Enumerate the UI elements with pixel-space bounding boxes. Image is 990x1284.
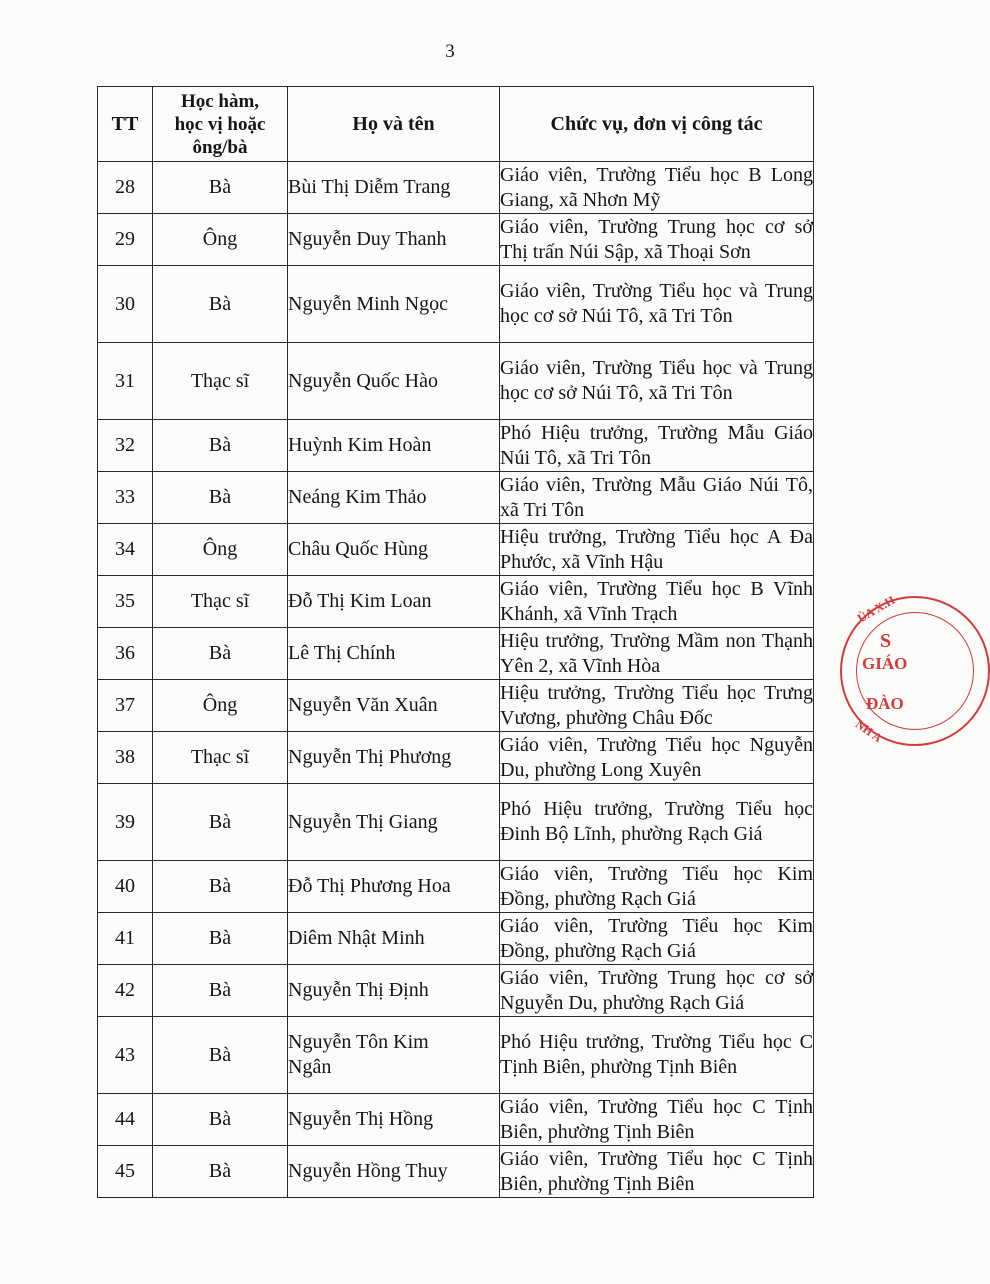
row-position-unit: Giáo viên, Trường Tiểu học và Trung học cơ sở Núi Tô, xã Tri Tôn bbox=[500, 266, 814, 343]
row-number: 37 bbox=[98, 680, 153, 732]
row-title: Bà bbox=[153, 266, 288, 343]
row-position-unit: Giáo viên, Trường Trung học cơ sở Thị trấn Núi Sập, xã Thoại Sơn bbox=[500, 214, 814, 266]
row-name-line: Ngân bbox=[288, 1056, 332, 1078]
seal-line-3: ĐÀO bbox=[866, 694, 904, 713]
row-name bbox=[288, 343, 500, 420]
row-name bbox=[288, 1094, 500, 1146]
row-title: Bà bbox=[153, 420, 288, 472]
row-name-line: Neáng Kim Thảo bbox=[288, 486, 427, 508]
row-position-unit: Giáo viên, Trường Tiểu học B Vĩnh Khánh, xã Vĩnh Trạch bbox=[500, 576, 814, 628]
row-number: 39 bbox=[98, 784, 153, 861]
row-name bbox=[288, 524, 500, 576]
row-number: 34 bbox=[98, 524, 153, 576]
row-name bbox=[288, 266, 500, 343]
seal-arc-top: ỦA X.H bbox=[854, 592, 898, 626]
row-name bbox=[288, 420, 500, 472]
row-name-line: Nguyễn Thị Định bbox=[288, 979, 429, 1001]
row-name bbox=[288, 965, 500, 1017]
row-position-unit: Giáo viên, Trường Tiểu học Nguyễn Du, phường Long Xuyên bbox=[500, 732, 814, 784]
row-name bbox=[288, 214, 500, 266]
row-title: Thạc sĩ bbox=[153, 576, 288, 628]
row-title: Bà bbox=[153, 472, 288, 524]
table-row bbox=[98, 162, 814, 214]
header-tt: TT bbox=[98, 87, 153, 162]
row-title: Ông bbox=[153, 214, 288, 266]
row-number: 33 bbox=[98, 472, 153, 524]
seal-line-2: GIÁO bbox=[862, 654, 908, 673]
row-name bbox=[288, 576, 500, 628]
table-row bbox=[98, 343, 814, 420]
row-name-line: Huỳnh Kim Hoàn bbox=[288, 434, 432, 456]
row-name-line: Nguyễn Tôn Kim bbox=[288, 1031, 429, 1053]
row-position-unit: Hiệu trưởng, Trường Tiểu học Trưng Vương, phường Châu Đốc bbox=[500, 680, 814, 732]
row-title: Bà bbox=[153, 913, 288, 965]
row-name bbox=[288, 680, 500, 732]
header-name: Họ và tên bbox=[288, 87, 500, 162]
table-row bbox=[98, 1146, 814, 1198]
row-title: Bà bbox=[153, 1094, 288, 1146]
row-position-unit: Giáo viên, Trường Tiểu học Kim Đồng, phường Rạch Giá bbox=[500, 913, 814, 965]
row-position-unit: Hiệu trưởng, Trường Tiểu học A Đa Phước, xã Vĩnh Hậu bbox=[500, 524, 814, 576]
row-position-unit: Giáo viên, Trường Mẫu Giáo Núi Tô, xã Tri Tôn bbox=[500, 472, 814, 524]
header-unit: Chức vụ, đơn vị công tác bbox=[500, 87, 814, 162]
roster-body bbox=[98, 162, 814, 1198]
row-name-line: Nguyễn Quốc Hào bbox=[288, 369, 438, 392]
table-row bbox=[98, 420, 814, 472]
row-name bbox=[288, 1017, 500, 1094]
row-position-unit: Giáo viên, Trường Tiểu học B Long Giang, xã Nhơn Mỹ bbox=[500, 162, 814, 214]
row-title: Bà bbox=[153, 965, 288, 1017]
official-seal bbox=[840, 592, 990, 746]
page-number: 3 bbox=[445, 41, 455, 62]
table-row bbox=[98, 680, 814, 732]
row-title: Bà bbox=[153, 162, 288, 214]
row-name-line: Nguyễn Duy Thanh bbox=[288, 228, 447, 250]
row-name-line: Nguyễn Thị Hồng bbox=[288, 1108, 434, 1130]
row-name-line: Châu Quốc Hùng bbox=[288, 538, 428, 560]
row-position-unit: Hiệu trưởng, Trường Mầm non Thạnh Yên 2, xã Vĩnh Hòa bbox=[500, 628, 814, 680]
row-number: 38 bbox=[98, 732, 153, 784]
row-name-line: Bùi Thị Diễm Trang bbox=[288, 176, 451, 198]
seal-arc-bottom: NH A bbox=[852, 717, 885, 746]
row-title: Thạc sĩ bbox=[153, 732, 288, 784]
row-title: Bà bbox=[153, 1146, 288, 1198]
table-row bbox=[98, 965, 814, 1017]
header-title-line-2: học vị hoặc bbox=[174, 113, 266, 135]
row-number: 36 bbox=[98, 628, 153, 680]
row-name bbox=[288, 472, 500, 524]
roster-table bbox=[97, 86, 814, 1198]
row-name bbox=[288, 732, 500, 784]
row-number: 41 bbox=[98, 913, 153, 965]
row-name-line: Nguyễn Thị Giang bbox=[288, 810, 438, 833]
row-title: Bà bbox=[153, 628, 288, 680]
row-position-unit: Phó Hiệu trưởng, Trường Mẫu Giáo Núi Tô, xã Tri Tôn bbox=[500, 420, 814, 472]
row-name-line: Nguyễn Minh Ngọc bbox=[288, 292, 448, 315]
row-number: 40 bbox=[98, 861, 153, 913]
row-position-unit: Giáo viên, Trường Tiểu học C Tịnh Biên, phường Tịnh Biên bbox=[500, 1094, 814, 1146]
row-number: 42 bbox=[98, 965, 153, 1017]
row-name-line: Đỗ Thị Phương Hoa bbox=[288, 875, 451, 897]
header-title bbox=[153, 87, 288, 162]
row-name-line: Nguyễn Văn Xuân bbox=[288, 694, 438, 716]
table-row bbox=[98, 913, 814, 965]
row-title: Ông bbox=[153, 524, 288, 576]
row-number: 43 bbox=[98, 1017, 153, 1094]
row-number: 29 bbox=[98, 214, 153, 266]
row-name-line: Đỗ Thị Kim Loan bbox=[288, 590, 432, 612]
row-position-unit: Giáo viên, Trường Tiểu học Kim Đồng, phường Rạch Giá bbox=[500, 861, 814, 913]
table-row bbox=[98, 628, 814, 680]
table-row bbox=[98, 266, 814, 343]
row-name bbox=[288, 162, 500, 214]
row-number: 31 bbox=[98, 343, 153, 420]
table-row bbox=[98, 524, 814, 576]
row-name bbox=[288, 1146, 500, 1198]
row-name bbox=[288, 628, 500, 680]
table-row bbox=[98, 214, 814, 266]
row-number: 30 bbox=[98, 266, 153, 343]
row-number: 45 bbox=[98, 1146, 153, 1198]
row-position-unit: Phó Hiệu trưởng, Trường Tiểu học Đinh Bộ Lĩnh, phường Rạch Giá bbox=[500, 784, 814, 861]
header-title-line-1: Học hàm, bbox=[180, 90, 260, 112]
table-row bbox=[98, 1017, 814, 1094]
row-number: 44 bbox=[98, 1094, 153, 1146]
row-name-line: Nguyễn Hồng Thuy bbox=[288, 1160, 448, 1182]
row-name bbox=[288, 784, 500, 861]
row-name-line: Lê Thị Chính bbox=[288, 642, 396, 664]
table-row bbox=[98, 784, 814, 861]
row-title: Bà bbox=[153, 784, 288, 861]
table-row bbox=[98, 861, 814, 913]
row-position-unit: Giáo viên, Trường Tiểu học và Trung học cơ sở Núi Tô, xã Tri Tôn bbox=[500, 343, 814, 420]
row-name-line: Nguyễn Thị Phương bbox=[288, 746, 452, 768]
row-title: Bà bbox=[153, 861, 288, 913]
row-name-line: Diêm Nhật Minh bbox=[288, 927, 425, 949]
row-title: Ông bbox=[153, 680, 288, 732]
table-header-row bbox=[98, 87, 814, 162]
row-position-unit: Phó Hiệu trưởng, Trường Tiểu học C Tịnh Biên, phường Tịnh Biên bbox=[500, 1017, 814, 1094]
row-title: Bà bbox=[153, 1017, 288, 1094]
table-row bbox=[98, 732, 814, 784]
row-name bbox=[288, 913, 500, 965]
table-row bbox=[98, 472, 814, 524]
row-number: 35 bbox=[98, 576, 153, 628]
seal-line-1: S bbox=[880, 630, 892, 652]
table-row bbox=[98, 576, 814, 628]
row-number: 32 bbox=[98, 420, 153, 472]
row-position-unit: Giáo viên, Trường Trung học cơ sở Nguyễn Du, phường Rạch Giá bbox=[500, 965, 814, 1017]
row-position-unit: Giáo viên, Trường Tiểu học C Tịnh Biên, phường Tịnh Biên bbox=[500, 1146, 814, 1198]
row-number: 28 bbox=[98, 162, 153, 214]
row-title: Thạc sĩ bbox=[153, 343, 288, 420]
table-row bbox=[98, 1094, 814, 1146]
row-name bbox=[288, 861, 500, 913]
header-title-line-3: ông/bà bbox=[192, 136, 248, 158]
